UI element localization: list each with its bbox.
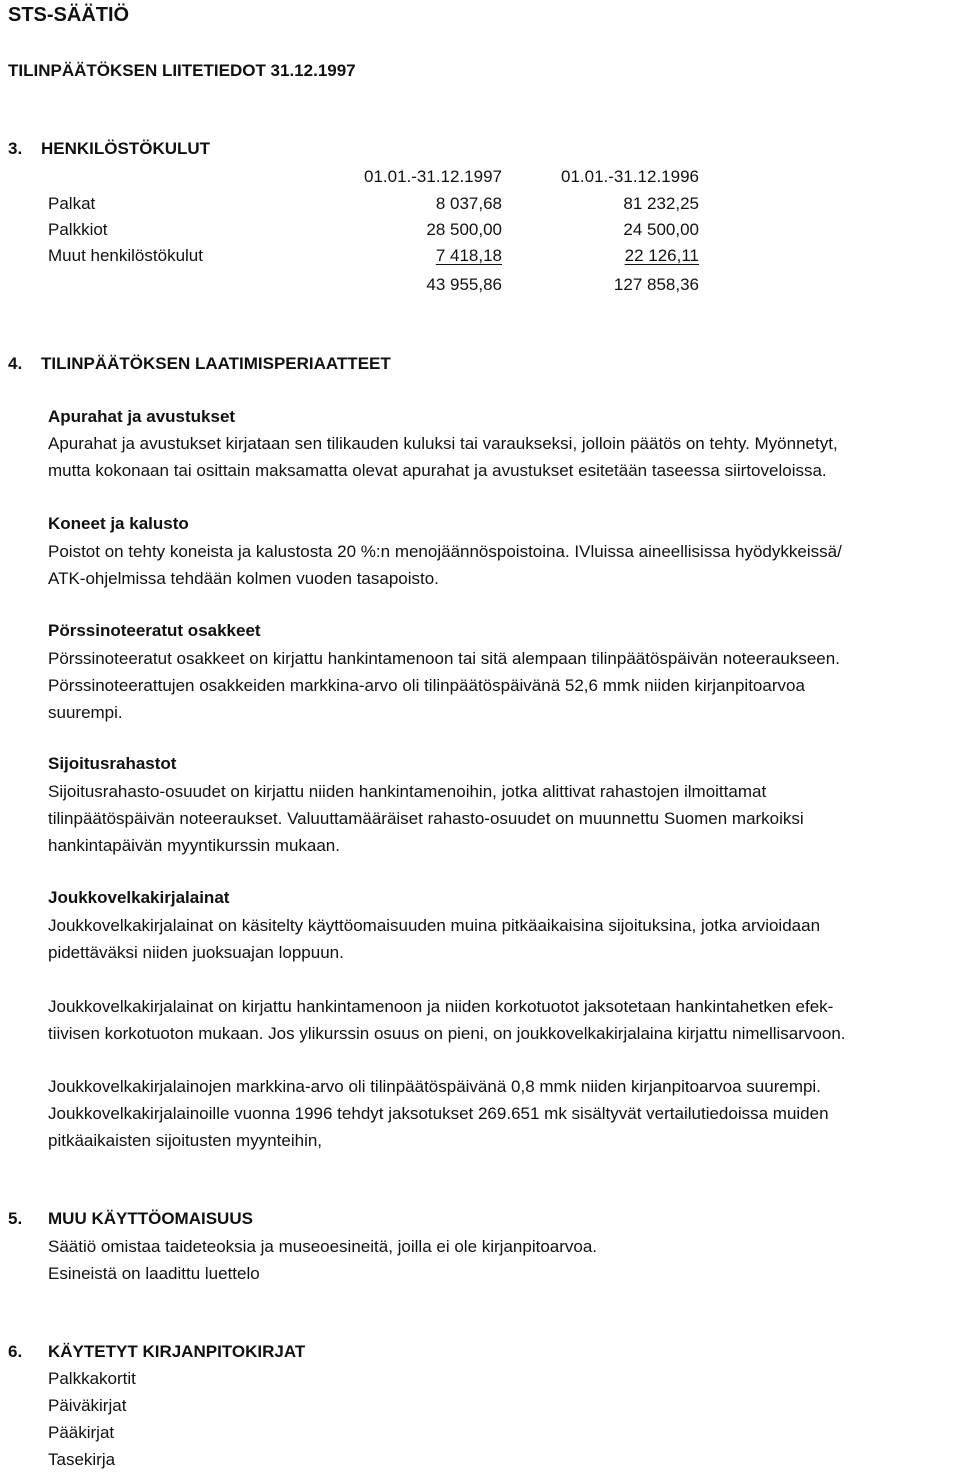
block-heading: Apurahat ja avustukset: [48, 407, 236, 426]
row-label: Palkkiot: [48, 220, 108, 239]
col-header-1997: 01.01.-31.12.1997: [363, 167, 502, 186]
block-text: Sijoitusrahasto-osuudet on kirjattu niiden hankintamenoihin, jotka alittivat rahastojen ilmoittamat tilinpäätöspäivän noteeraukset. Valuuttamääräiset rahasto-osuudet on muunnettu Suomen markoiksi hankintapäivän myyntikurssin mukaan.: [48, 782, 804, 855]
section-3-number: 3.: [8, 139, 23, 158]
section-5-text: Säätiö omistaa taideteoksia ja museoesineitä, joilla ei ole kirjanpitoarvoa. Esineistä on laadittu luettelo: [48, 1237, 598, 1283]
total-1996: 127 858,36: [613, 275, 699, 294]
col-header-1996: 01.01.-31.12.1996: [560, 167, 699, 186]
list-item: Tasekirja: [48, 1450, 116, 1469]
block-heading: Joukkovelkakirjalainat: [48, 888, 230, 907]
block-heading: Koneet ja kalusto: [48, 514, 189, 533]
block-text: Apurahat ja avustukset kirjataan sen tilikauden kuluksi tai varaukseksi, jolloin päätös on tehty. Myönnetyt, mutta kokonaan tai osittain maksamatta olevat apurahat ja avustukset esitetään taseessa siirtoveloissa.: [48, 434, 838, 480]
block-text: Joukkovelkakirjalainat on käsitelty käyttöomaisuuden muina pitkäaikaisina sijoituksina, jotka arvioidaan pidettäväksi niiden juoksuajan loppuun.: [48, 916, 821, 962]
section-4-title: TILINPÄÄTÖKSEN LAATIMISPERIAATTEET: [41, 354, 391, 373]
bookkeeping-books-list: [48, 1365, 960, 1473]
bonds-accounting-paragraph: Joukkovelkakirjalainat on kirjattu hankintamenoon ja niiden korkotuotot jaksotetaan hankintahetken efek- tiivisen korkotuoton mukaan. Jos ylikurssin osuus on pieni, on joukkovelkakirjalaina kirjattu nimellisarvoon.: [48, 997, 846, 1043]
list-item: Päiväkirjat: [48, 1396, 127, 1415]
section-6-title: KÄYTETYT KIRJANPITOKIRJAT: [48, 1342, 306, 1361]
value-1997: 28 500,00: [426, 220, 502, 239]
value-1996: 24 500,00: [623, 220, 699, 239]
section-3-title: HENKILÖSTÖKULUT: [41, 139, 211, 158]
value-1996: 81 232,25: [623, 194, 699, 213]
block-text: Poistot on tehty koneista ja kalustosta 20 %:n menojäännöspoistoina. IVluissa aineellisissa hyödykkeissä/ ATK-ohjelmissa tehdään kolmen vuoden tasapoisto.: [48, 542, 842, 588]
row-label: Muut henkilöstökulut: [48, 246, 203, 265]
section-5-number: 5.: [8, 1209, 23, 1228]
row-label: Palkat: [48, 194, 96, 213]
block-heading: Pörssinoteeratut osakkeet: [48, 621, 261, 640]
block-text: Pörssinoteeratut osakkeet on kirjattu hankintamenoon tai sitä alempaan tilinpäätöspäivän noteeraukseen. Pörssinoteerattujen osakkeiden markkina-arvo oli tilinpäätöspäivänä 52,6 mmk niiden kirjanpitoarvoa suurempi.: [48, 649, 840, 722]
block-heading: Sijoitusrahastot: [48, 754, 177, 773]
value-1996: 22 126,11: [624, 246, 699, 265]
organization-name: STS-SÄÄTIÖ: [8, 4, 130, 26]
total-1997: 43 955,86: [426, 275, 502, 294]
section-5-title: MUU KÄYTTÖOMAISUUS: [48, 1209, 253, 1228]
value-1997: 8 037,68: [435, 194, 502, 213]
document-title: TILINPÄÄTÖKSEN LIITETIEDOT 31.12.1997: [8, 61, 356, 80]
list-item: Pääkirjat: [48, 1423, 115, 1442]
bonds-market-value-paragraph: Joukkovelkakirjalainojen markkina-arvo oli tilinpäätöspäivänä 0,8 mmk niiden kirjanpitoarvoa suurempi. Joukkovelkakirjalainoille vuonna 1996 tehdyt jaksotukset 269.651 mk sisältyvät vertailutiedoissa muiden pitkäaikaisten sijoitusten myynteihin,: [48, 1077, 829, 1150]
value-1997: 7 418,18: [435, 246, 502, 265]
section-6-number: 6.: [8, 1342, 23, 1361]
list-item: Palkkakortit: [48, 1369, 136, 1388]
section-4-number: 4.: [8, 354, 23, 373]
